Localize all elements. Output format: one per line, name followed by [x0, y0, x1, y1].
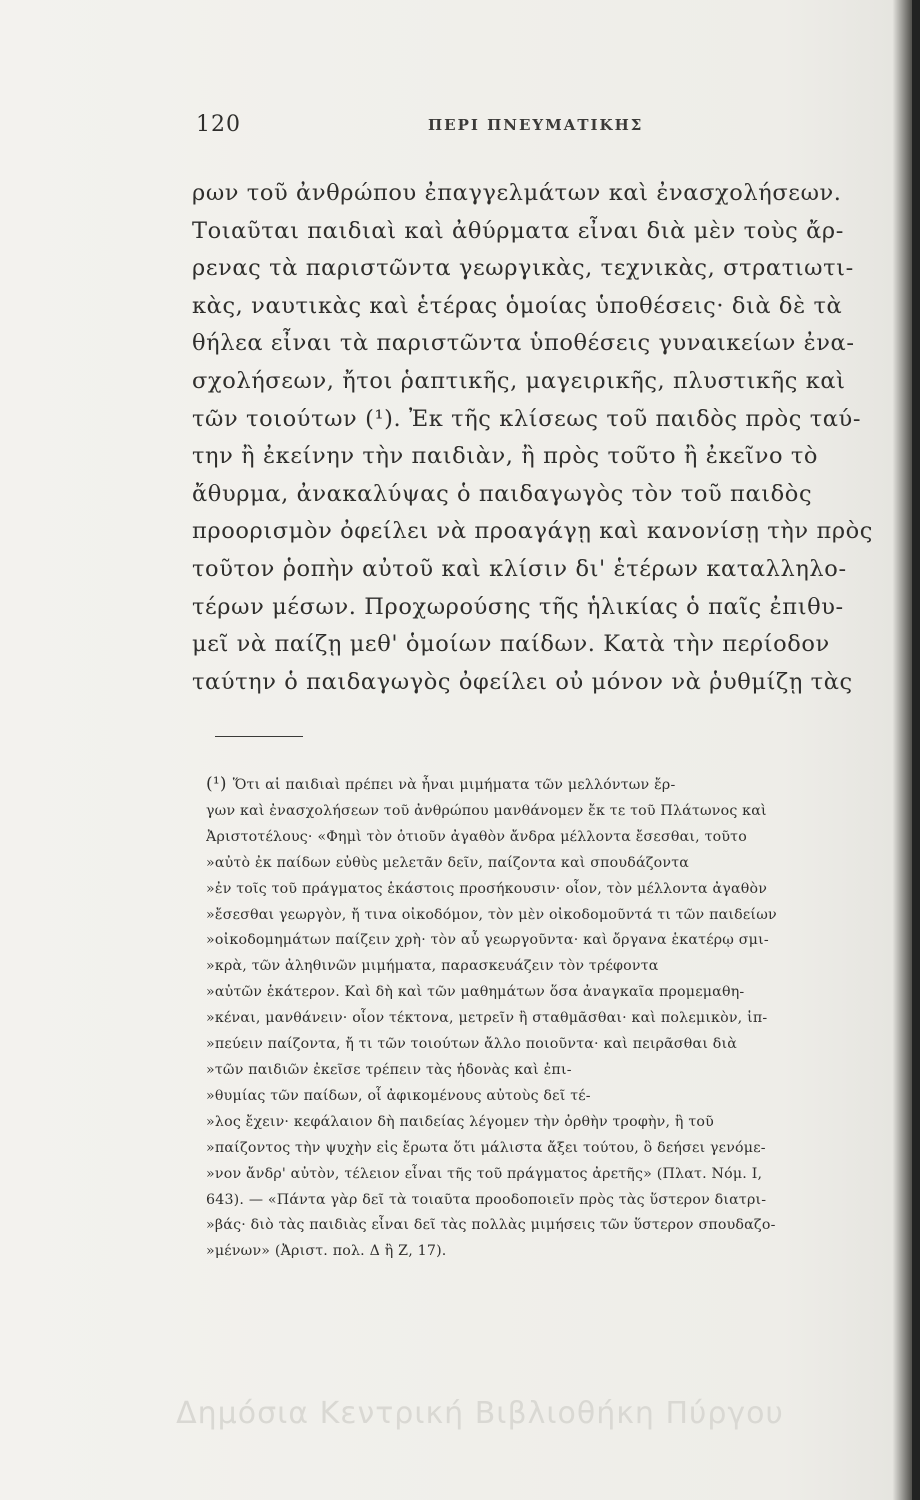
footnote-line: »αὐτὸ ἐκ παίδων εὐθὺς μελετᾶν δεῖν, παίζοντα καὶ σπουδάζοντα	[206, 854, 690, 871]
text-line: Τοιαῦται παιδιαὶ καὶ ἀθύρματα εἶναι διὰ μὲν τοὺς ἄρ-	[192, 217, 844, 244]
text-line: ἄθυρμα, ἀνακαλύψας ὁ παιδαγωγὸς τὸν τοῦ παιδὸς	[192, 480, 813, 507]
footnote-line: 643). — «Πάντα γὰρ δεῖ τὰ τοιαῦτα προοδοποιεῖν πρὸς τὰς ὕστερον διατρι-	[206, 1191, 767, 1208]
footnote-block	[206, 772, 913, 1265]
footnote-marker: (¹)	[206, 774, 227, 794]
footnote-line: »τῶν παιδιῶν ἐκεῖσε τρέπειν τὰς ἡδονὰς καὶ ἐπι-	[206, 1061, 572, 1078]
text-line: ταύτην ὁ παιδαγωγὸς ὀφείλει οὐ μόνον νὰ ῥυθμίζῃ τὰς	[192, 668, 853, 695]
text-line: κὰς, ναυτικὰς καὶ ἑτέρας ὁμοίας ὑποθέσεις· διὰ δὲ τὰ	[192, 292, 843, 319]
footnote-line: »λος ἔχειν· κεφάλαιον δὴ παιδείας λέγομεν τὴν ὀρθὴν τροφὴν, ἣ τοῦ	[206, 1113, 714, 1130]
page-number: 120	[196, 112, 241, 137]
footnote-line-text: Ὅτι αἱ παιδιαὶ πρέπει νὰ ἦναι μιμήματα τῶν μελλόντων ἔρ-	[232, 777, 676, 793]
text-line: ρενας τὰ παριστῶντα γεωργικὰς, τεχνικὰς, στρατιωτι-	[192, 255, 854, 282]
footnote-line: γων καὶ ἐνασχολήσεων τοῦ ἀνθρώπου μανθάνομεν ἔκ τε τοῦ Πλάτωνος καὶ	[206, 802, 767, 819]
footnote-line: »οἰκοδομημάτων παίζειν χρὴ· τὸν αὖ γεωργοῦντα· καὶ ὄργανα ἑκατέρῳ σμι-	[206, 932, 769, 949]
library-watermark: Δημόσια Κεντρική Βιβλιοθήκη Πύργου	[176, 1396, 784, 1431]
page-edge-shadow	[912, 0, 920, 1500]
text-line: σχολήσεων, ἤτοι ῥαπτικῆς, μαγειρικῆς, πλυστικῆς καὶ	[192, 367, 846, 394]
footnote-line: »νον ἄνδρ' αὐτὸν, τέλειον εἶναι τῆς τοῦ πράγματος ἀρετῆς» (Πλατ. Νόμ. Ι,	[206, 1165, 763, 1182]
text-line: τοῦτον ῥοπὴν αὐτοῦ καὶ κλίσιν δι' ἑτέρων καταλληλο-	[192, 555, 847, 582]
footnote-line: »παίζοντος τὴν ψυχὴν εἰς ἔρωτα ὅτι μάλιστα ἄξει τούτου, ὃ δεήσει γενόμε-	[206, 1139, 766, 1156]
main-text-block	[192, 175, 907, 701]
footnote-line: »πεύειν παίζοντα, ἤ τι τῶν τοιούτων ἄλλο ποιοῦντα· καὶ πειρᾶσθαι διὰ	[206, 1036, 738, 1053]
text-line: μεῖ νὰ παίζῃ μεθ' ὁμοίων παίδων. Κατὰ τὴν περίοδον	[192, 631, 830, 658]
footnote-divider	[215, 736, 303, 737]
text-line: τέρων μέσων. Προχωρούσης τῆς ἡλικίας ὁ παῖς ἐπιθυ-	[192, 593, 844, 620]
footnote-line	[206, 772, 913, 799]
footnote-line: »ἔσεσθαι γεωργὸν, ἤ τινα οἰκοδόμον, τὸν μὲν οἰκοδομοῦντά τι τῶν παιδείων	[206, 906, 777, 923]
footnote-line: »αὐτῶν ἑκάτερον. Καὶ δὴ καὶ τῶν μαθημάτων ὅσα ἀναγκαῖα προμεμαθη-	[206, 984, 745, 1001]
text-line: προορισμὸν ὀφείλει νὰ προαγάγῃ καὶ κανονίσῃ τὴν πρὸς	[192, 518, 874, 545]
footnote-line: »θυμίας τῶν παίδων, οἷ ἀφικομένους αὐτοὺς δεῖ τέ-	[206, 1087, 591, 1104]
text-line: ρων τοῦ ἀνθρώπου ἐπαγγελμάτων καὶ ἐνασχολήσεων.	[192, 180, 842, 206]
footnote-line: »βάς· διὸ τὰς παιδιὰς εἶναι δεῖ τὰς πολλὰς μιμήσεις τῶν ὕστερον σπουδαζο-	[206, 1217, 776, 1234]
footnote-line: »κρὰ, τῶν ἀληθινῶν μιμήματα, παρασκευάζειν τὸν τρέφοντα	[206, 958, 659, 975]
text-line: θήλεα εἶναι τὰ παριστῶντα ὑποθέσεις γυναικείων ἐνα-	[192, 330, 855, 357]
footnote-line: Ἀριστοτέλους· «Φημὶ τὸν ὁτιοῦν ἀγαθὸν ἄνδρα μέλλοντα ἔσεσθαι, τοῦτο	[206, 828, 747, 845]
footnote-line: »μένων» (Ἀριστ. πολ. Δ ἢ Ζ, 17).	[206, 1243, 447, 1260]
text-line: την ἢ ἐκείνην τὴν παιδιὰν, ἢ πρὸς τοῦτο ἢ ἐκεῖνο τὸ	[192, 443, 819, 470]
footnote-line: »ἐν τοῖς τοῦ πράγματος ἑκάστοις προσήκουσιν· οἷον, τὸν μέλλοντα ἀγαθὸν	[206, 880, 768, 897]
text-line: τῶν τοιούτων (¹). Ἐκ τῆς κλίσεως τοῦ παιδὸς πρὸς ταύ-	[192, 405, 862, 432]
running-title: ΠΕΡΙ ΠΝΕΥΜΑΤΙΚΗΣ	[428, 116, 644, 134]
footnote-line: »κέναι, μανθάνειν· οἷον τέκτονα, μετρεῖν ἢ σταθμᾶσθαι· καὶ πολεμικὸν, ἱπ-	[206, 1010, 768, 1027]
